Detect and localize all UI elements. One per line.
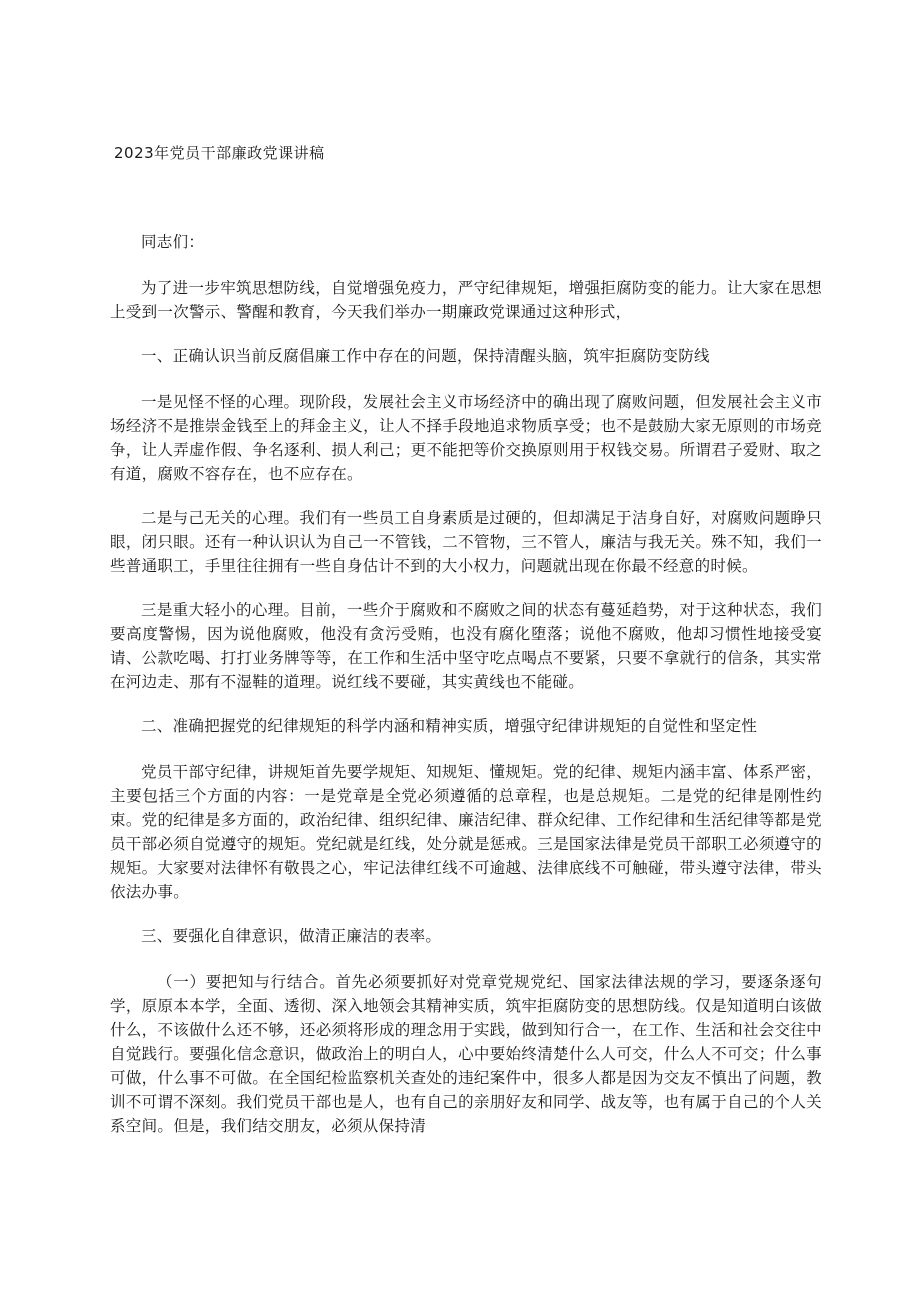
document-title: 2023年党员干部廉政党课讲稿 [114, 144, 325, 162]
paragraph-section1-1: 一是见怪不怪的心理。现阶段，发展社会主义市场经济中的确出现了腐败问题，但发展社会主义市场经济不是推崇金钱至上的拜金主义，让人不择手段地追求物质享受；也不是鼓励大家无原则的市场竞争，让人弄虚作假、争名逐利、损人利己；更不能把等价交换原则用于权钱交易。所谓君子爱财、取之有道，腐败不容存在，也不应存在。 [110, 393, 822, 483]
greeting: 同志们： [141, 233, 205, 251]
paragraph-section1-3: 三是重大轻小的心理。目前，一些介于腐败和不腐败之间的状态有蔓延趋势，对于这种状态，我们要高度警惕，因为说他腐败，他没有贪污受贿，也没有腐化堕落；说他不腐败，他却习惯性地接受宴请、公款吃喝、打打业务牌等等，在工作和生活中坚守吃点喝点不要紧，只要不拿就行的信条，其实常在河边走、那有不湿鞋的道理。说红线不要碰，其实黄线也不能碰。 [110, 601, 822, 691]
document-body [110, 230, 822, 1158]
paragraph-section3-1: （一）要把知与行结合。首先必须要抓好对党章党规党纪、国家法律法规的学习，要逐条逐句学，原原本本学，全面、透彻、深入地领会其精神实质，筑牢拒腐防变的思想防线。仅是知道明白该做什么，不该做什么还不够，还必须将形成的理念用于实践，做到知行合一，在工作、生活和社会交往中自觉践行。要强化信念意识，做政治上的明白人，心中要始终清楚什么人可交，什么人不可交；什么事可做，什么事不可做。在全国纪检监察机关查处的违纪案件中，很多人都是因为交友不慎出了问题，教训不可谓不深刻。我们党员干部也是人，也有自己的亲朋好友和同学、战友等，也有属于自己的个人关系空间。但是，我们结交朋友，必须从保持清 [110, 973, 822, 1135]
section-heading-1: 一、正确认识当前反腐倡廉工作中存在的问题，保持清醒头脑，筑牢拒腐防变防线 [141, 347, 710, 365]
paragraph-intro: 为了进一步牢筑思想防线，自觉增强免疫力，严守纪律规矩，增强拒腐防变的能力。让大家在思想上受到一次警示、警醒和教育，今天我们举办一期廉政党课通过这种形式， [110, 279, 822, 321]
paragraph-section1-2: 二是与己无关的心理。我们有一些员工自身素质是过硬的，但却满足于洁身自好，对腐败问题睁只眼，闭只眼。还有一种认识认为自己一不管钱，二不管物，三不管人，廉洁与我无关。殊不知，我们一些普通职工，手里往往拥有一些自身估计不到的大小权力，问题就出现在你最不经意的时候。 [110, 509, 822, 575]
section-heading-2: 二、准确把握党的纪律规矩的科学内涵和精神实质，增强守纪律讲规矩的自觉性和坚定性 [141, 717, 758, 735]
section-heading-3: 三、要强化自律意识，做清正廉洁的表率。 [141, 927, 442, 945]
paragraph-section2-1: 党员干部守纪律，讲规矩首先要学规矩、知规矩、懂规矩。党的纪律、规矩内涵丰富、体系严密，主要包括三个方面的内容：一是党章是全党必须遵循的总章程，也是总规矩。二是党的纪律是刚性约束。党的纪律是多方面的，政治纪律、组织纪律、廉洁纪律、群众纪律、工作纪律和生活纪律等都是党员干部必须自觉遵守的规矩。党纪就是红线，处分就是惩戒。三是国家法律是党员干部职工必须遵守的规矩。大家要对法律怀有敬畏之心，牢记法律红线不可逾越、法律底线不可触碰，带头遵守法律，带头依法办事。 [110, 763, 822, 901]
